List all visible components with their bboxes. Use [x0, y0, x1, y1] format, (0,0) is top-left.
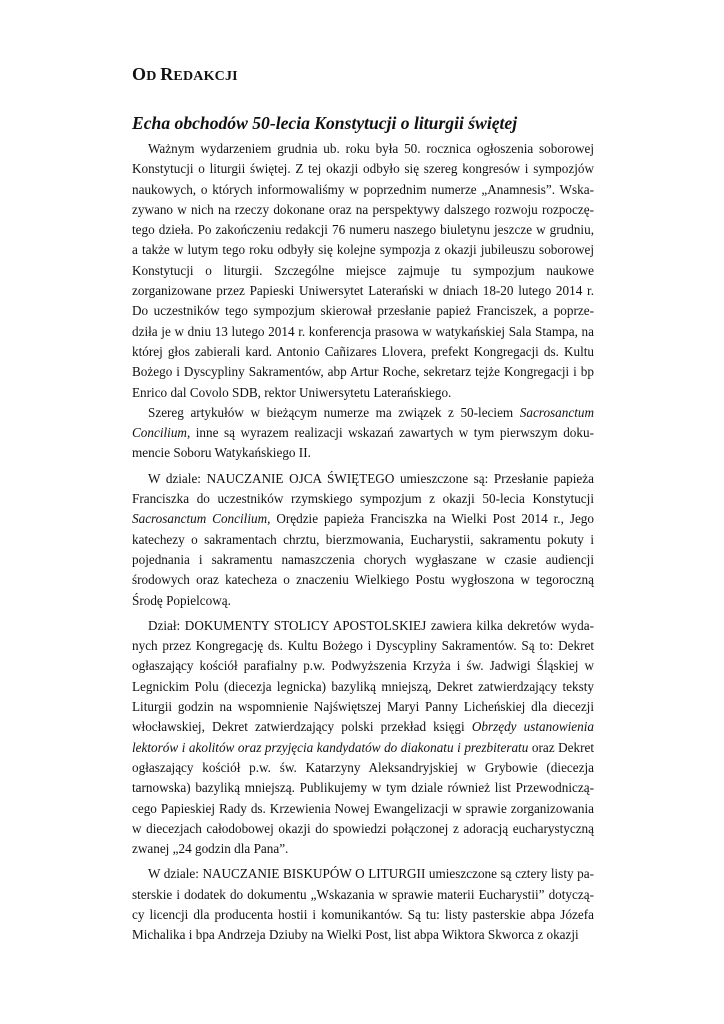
- paragraph-4-italic: Obrzędy ustanowienia lektorów i akolitów oraz przyjęcia kandydatów do diakonatu i prezbiteratu: [132, 719, 594, 755]
- section-heading-rest-2: EDAKCJI: [173, 69, 238, 84]
- paragraph-3: [132, 469, 594, 611]
- paragraph-3-italic: Sacrosanctum Concilium: [132, 511, 268, 527]
- section-heading: [132, 60, 594, 91]
- section-heading-letter-o: O: [132, 64, 147, 84]
- document-page: [132, 60, 594, 946]
- paragraph-3-text-a: W dziale: NAUCZANIE OJCA ŚWIĘTEGO umieszczone są: Przesłanie papieża Franciszka do uczestników rzymskiego sympozjum z okazji 50-lecia Konstytucji: [132, 470, 594, 507]
- paragraph-2-text-a: Szereg artykułów w bieżącym numerze ma związek z 50-leciem: [148, 404, 520, 420]
- paragraph-4-text-a: Dział: DOKUMENTY STOLICY APOSTOLSKIEJ zawiera kilka dekretów wydanych przez Kongregację ds. Kultu Bożego i Dyscypliny Sakramentów. Są to: Dekret ogłaszający kościół parafialny p.w. Podwyższenia Krzyża i św. Jadwigi Śląskiej w Legnickim Polu (diecezja legnicka) bazyliką mniejszą, Dekret zatwierdzający teksty Liturgii godzin na wspomnienie Najświętszej Maryi Panny Licheńskiej dla diecezji włocławskiej, Dekret zatwierdzający polski przekład księgi: [132, 617, 594, 735]
- paragraph-4-text-b: oraz Dekret ogłaszający kościół p.w. św. Katarzyny Aleksandryjskiej w Grybowie (diecezja tarnowska) bazyliką mniejszą. Publikujemy w tym dziale również list Przewodniczącego Papieskiej Rady ds. Krzewienia Nowej Ewangelizacji w sprawie zorganizowania w diecezjach całodobowej okazji do spowiedzi połączonej z adoracją eucharystyczną zwanej „24 godzin dla Pana”.: [132, 739, 594, 857]
- paragraph-2-italic: Sacrosanctum Concilium: [132, 404, 594, 441]
- paragraph-1: Ważnym wydarzeniem grudnia ub. roku była 50. rocznica ogłoszenia soborowej Konstytucji o liturgii świętej. Z tej okazji odbyło się szereg kongresów i sympozjów naukowych, o których informowaliśmy w poprzednim numerze „Anamnesis”. Wskazywano w nich na rzeczy dokonane oraz na perspektywy dalszego rozwoju rozpoczętego dzieła. Po zakończeniu redakcji 76 numeru naszego biuletynu jeszcze w grudniu, a także w lutym tego roku odbyły się kolejne sympozja z okazji jubileuszu soborowej Konstytucji o liturgii. Szczególne miejsce zajmuje tu sympozjum naukowe zorganizowane przez Papieski Uniwersytet Laterański w dniach 18-20 lutego 2014 r. Do uczestników tego sympozjum skierował przesłanie papież Franciszek, a poprzedziła je w dniu 13 lutego 2014 r. konferencja prasowa w watykańskiej Sala Stampa, na której głos zabierali kard. Antonio Cañizares Llovera, prefekt Kongregacji ds. Kultu Bożego i Dyscypliny Sakramentów, abp Artur Roche, sekretarz tejże Kongregacji i bp Enrico dal Covolo SDB, rektor Uniwersytetu Laterańskiego.: [132, 141, 594, 400]
- paragraph-3-text-b: , Orędzie papieża Franciszka na Wielki Post 2014 r., Jego katechezy o sakramentach chrztu, bierzmowania, Eucharystii, sakramentu pokuty i pojednania i sakramentu namaszczenia chorych wygłaszane w czasie audiencji środowych oraz katecheza o znaczeniu Wielkiego Postu wygłoszona w tegoroczną Środę Popielcową.: [132, 511, 594, 608]
- section-heading-letter-r: R: [160, 64, 174, 84]
- section-heading-rest-1: D: [146, 69, 161, 84]
- paragraph-4: [132, 616, 594, 860]
- paragraph-2: [132, 403, 594, 464]
- article-title: Echa obchodów 50-lecia Konstytucji o liturgii świętej: [132, 113, 518, 133]
- paragraph-5: W dziale: NAUCZANIE BISKUPÓW O LITURGII umieszczone są cztery listy pasterskie i dodatek do dokumentu „Wskazania w sprawie materii Eucharystii” dotyczący licencji dla producenta hostii i komunikantów. Są tu: listy pasterskie abpa Józefa Michalika i bpa Andrzeja Dziuby na Wielki Post, list abpa Wiktora Skworca z okazji: [132, 866, 594, 943]
- paragraph-2-text-b: , inne są wyrazem realizacji wskazań zawartych w tym pierwszym dokumencie Soboru Watykańskiego II.: [132, 425, 594, 461]
